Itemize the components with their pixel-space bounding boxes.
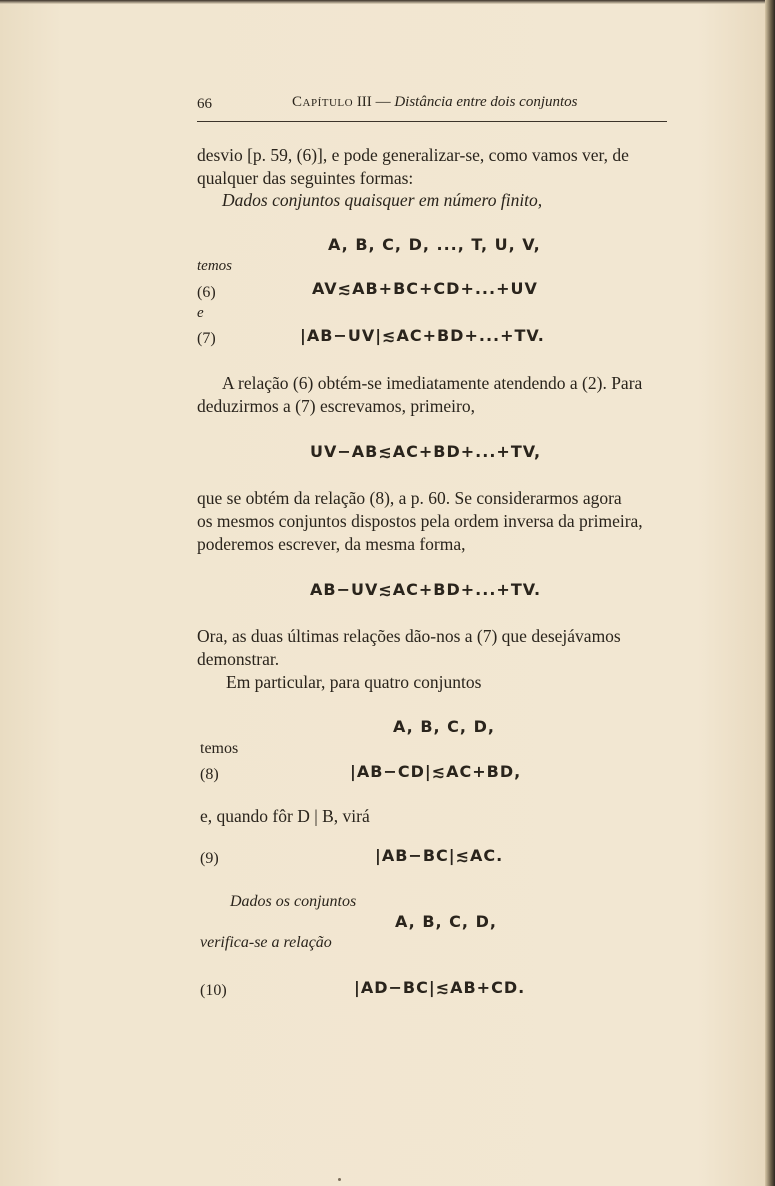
page-number: 66 (197, 96, 212, 112)
paragraph-6-line-1: Dados os conjuntos (230, 893, 357, 910)
equation-label-7: (7) (197, 330, 216, 347)
set-list-1: A, B, C, D, ..., T, U, V, (328, 235, 541, 254)
paragraph-4-line-2: demonstrar. (197, 649, 280, 669)
header-separator: — (375, 94, 391, 110)
paragraph-1-line-2: qualquer das seguintes formas: (197, 168, 414, 188)
equation-8: |AB−CD|≲AC+BD, (350, 762, 522, 781)
equation-10: |AD−BC|≲AB+CD. (354, 978, 526, 997)
paragraph-6-line-2: verifica-se a relação (200, 934, 332, 951)
paragraph-3-line-2: os mesmos conjuntos dispostos pela ordem inversa da primeira, (197, 511, 643, 531)
paragraph-4-line-3: Em particular, para quatro conjuntos (226, 672, 482, 692)
paragraph-5-line-1: e, quando fôr D | B, virá (200, 806, 370, 826)
chapter-label: Capítulo (292, 94, 354, 110)
equation-label-6: (6) (197, 284, 216, 301)
equation-label-10: (10) (200, 982, 227, 999)
temos-label-2: temos (200, 740, 239, 757)
equation-label-9: (9) (200, 850, 219, 867)
chapter-number: III (356, 94, 372, 110)
header-rule (197, 121, 667, 122)
paragraph-2-line-1: A relação (6) obtém-se imediatamente atendendo a (2). Para (222, 373, 643, 393)
paragraph-1-line-1: desvio [p. 59, (6)], e pode generalizar-se, como vamos ver, de (197, 145, 629, 165)
paragraph-1-line-3: Dados conjuntos quaisquer em número finito, (222, 190, 543, 210)
page-top-edge (0, 0, 775, 4)
page-speck (338, 1178, 341, 1181)
equation-label-8: (8) (200, 766, 219, 783)
temos-label-1: temos (197, 258, 232, 274)
equation-7: |AB−UV|≲AC+BD+...+TV. (300, 326, 545, 345)
chapter-title: Distância entre dois conjuntos (394, 94, 578, 110)
equation-b: AB−UV≲AC+BD+...+TV. (310, 580, 542, 599)
page-right-edge (765, 0, 775, 1186)
set-list-2: A, B, C, D, (393, 717, 495, 736)
paragraph-3-line-1: que se obtém da relação (8), a p. 60. Se considerarmos agora (197, 488, 622, 508)
e-label: e (197, 305, 204, 321)
equation-6: AV≲AB+BC+CD+...+UV (312, 279, 538, 298)
equation-a: UV−AB≲AC+BD+...+TV, (310, 442, 542, 461)
paragraph-3-line-3: poderemos escrever, da mesma forma, (197, 534, 466, 554)
equation-9: |AB−BC|≲AC. (375, 846, 504, 865)
paragraph-4-line-1: Ora, as duas últimas relações dão-nos a (7) que desejávamos (197, 626, 621, 646)
paragraph-2-line-2: deduzirmos a (7) escrevamos, primeiro, (197, 396, 475, 416)
running-header (292, 94, 578, 111)
set-list-3: A, B, C, D, (395, 912, 497, 931)
